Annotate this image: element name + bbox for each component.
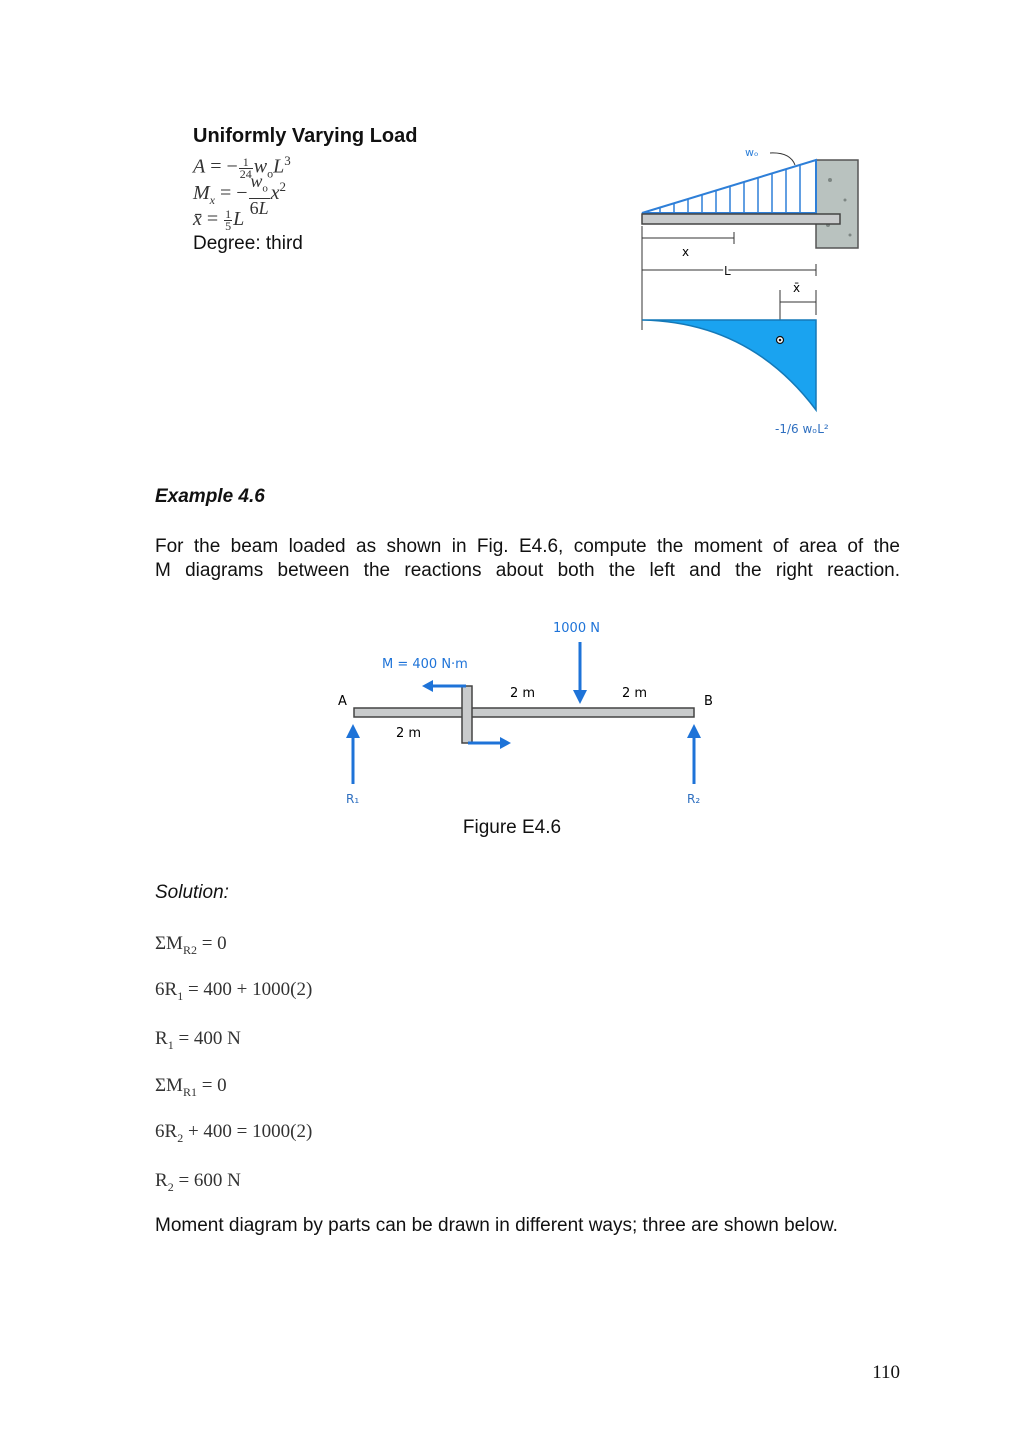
point-a-label: A (338, 694, 347, 709)
xbar-label: x̄ (793, 281, 801, 295)
equation-1: $\Sigma M_{R2} = 0$ (155, 933, 227, 957)
centroid-formula: x̄ = $\frac{1}{5}$ L (193, 206, 245, 233)
equation-2: $6R_1 = 400 + 1000(2)$ (155, 979, 313, 1003)
example-text-line1: For the beam loaded as shown in Fig. E4.6, compute the moment of area of the (155, 536, 900, 557)
cantilever-figure (630, 140, 870, 450)
moment-formula: $M_x$ = − $\frac{w_o}{6L}$ $x^2$ (193, 171, 286, 218)
load-label: wₒ (745, 146, 759, 159)
dim-2m-middle: 2 m (510, 686, 536, 701)
closing-text: Moment diagram by parts can be drawn in different ways; three are shown below. (155, 1215, 838, 1236)
area-formula: A = − $\frac{1}{24}$ $w_oL^3$ (193, 153, 291, 181)
beam (354, 708, 694, 717)
r2-label: R₂ (687, 792, 701, 806)
couple-arm (462, 686, 472, 743)
example-title: Example 4.6 (155, 486, 265, 507)
moment-diagram (642, 320, 816, 410)
equation-4: $\Sigma M_{R1} = 0$ (155, 1075, 227, 1099)
dim-2m-left: 2 m (396, 726, 422, 741)
triangular-load (642, 160, 816, 213)
cantilever-beam (642, 214, 840, 224)
l-label: L (724, 264, 731, 278)
equation-3: $R_1 = 400$ N (155, 1028, 241, 1052)
equation-5: $6R_2 + 400 = 1000(2)$ (155, 1121, 313, 1145)
section-heading: Uniformly Varying Load (193, 125, 418, 147)
solution-label: Solution: (155, 882, 229, 903)
point-b-label: B (704, 694, 713, 709)
wall-support (816, 160, 858, 248)
page-number: 110 (872, 1362, 900, 1383)
force-label: 1000 N (553, 621, 600, 636)
dim-2m-right: 2 m (622, 686, 648, 701)
degree-text: Degree: third (193, 233, 303, 254)
x-label: x (682, 245, 690, 259)
beam-figure (330, 612, 730, 812)
r1-label: R₁ (346, 792, 360, 806)
figure-caption: Figure E4.6 (462, 817, 562, 838)
couple-label: M = 400 N·m (382, 657, 468, 672)
equation-6: $R_2 = 600$ N (155, 1170, 241, 1194)
example-text-line2: M diagrams between the reactions about both the left and the right reaction. (155, 560, 900, 581)
moment-value-label: -1/6 wₒL² (775, 422, 829, 436)
